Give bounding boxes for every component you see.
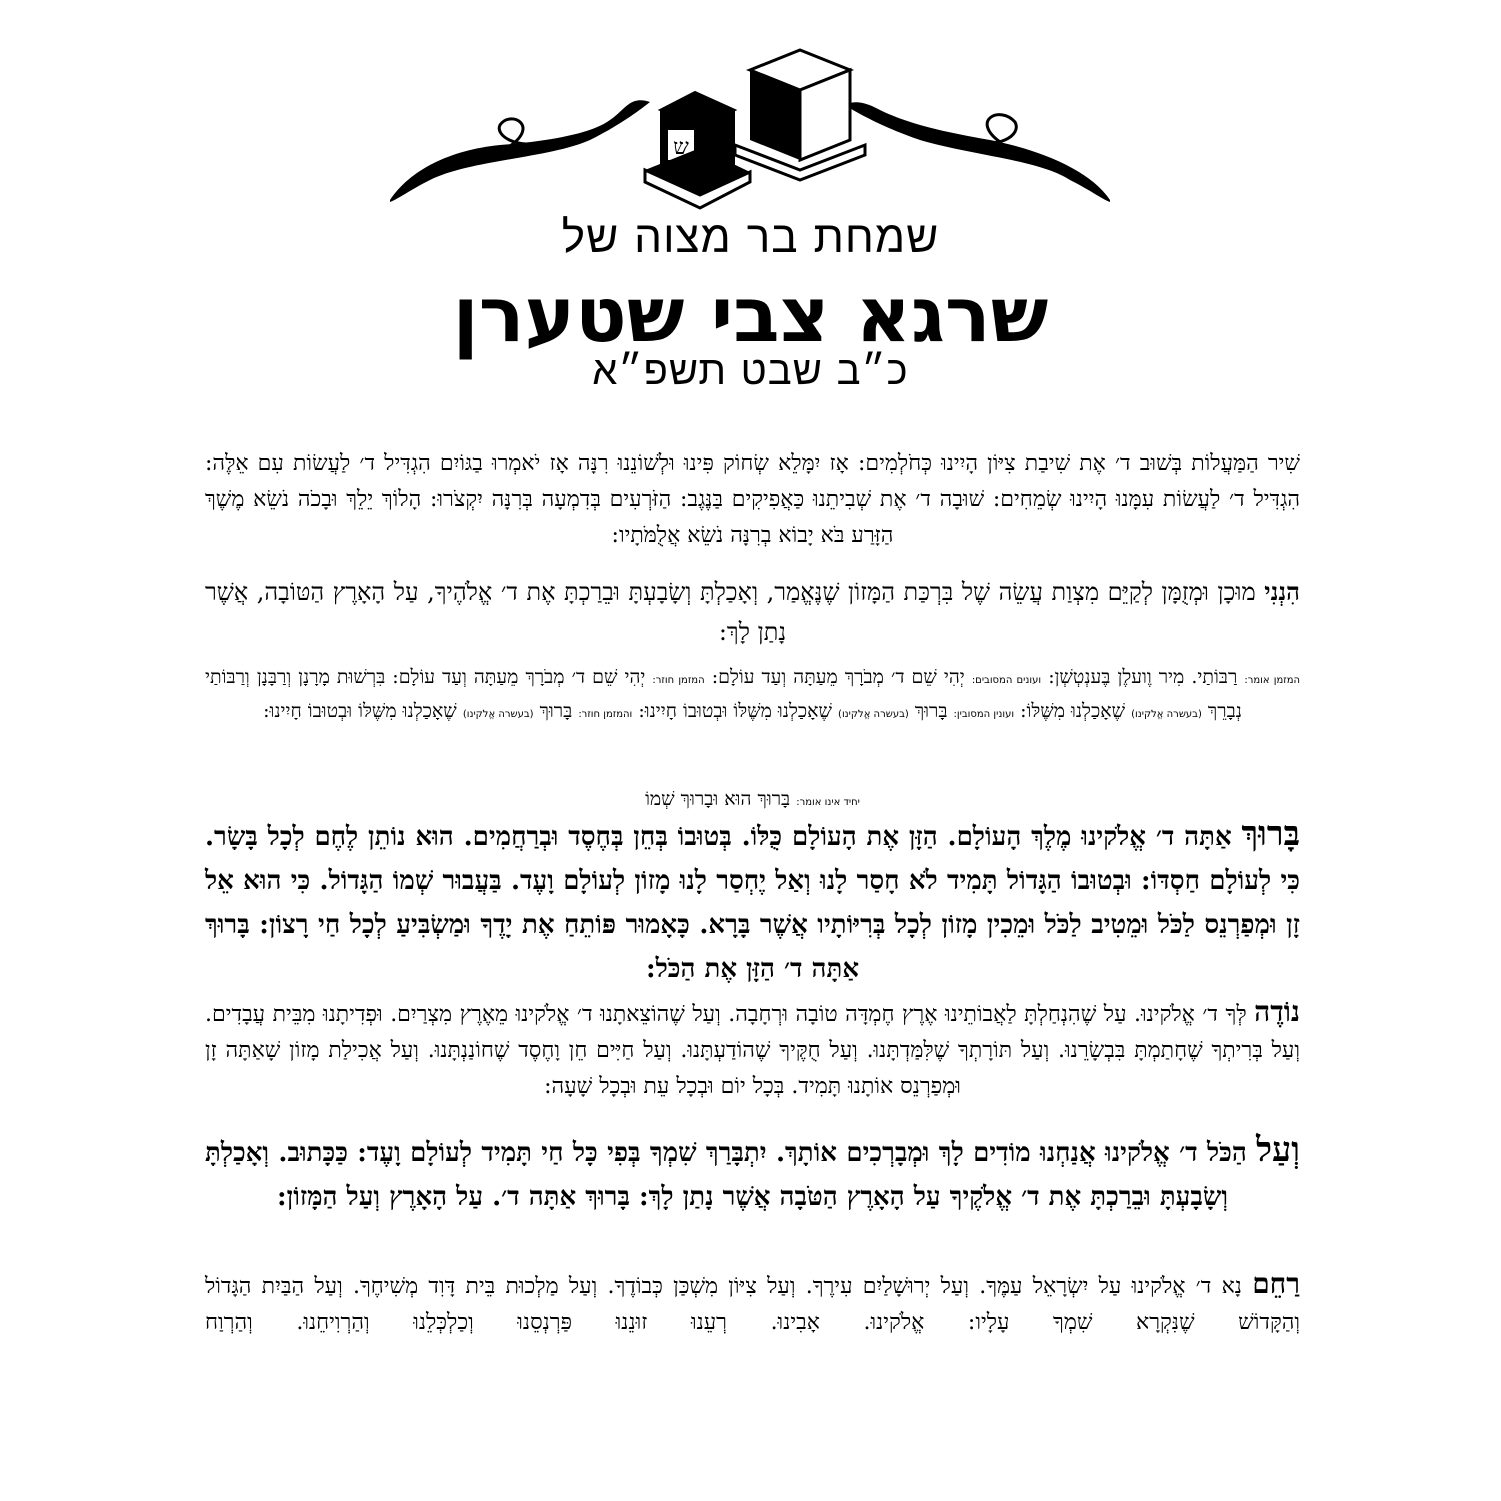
veal-paragraph: וְעַל הַכֹּל ד׳ אֱלֹקינוּ אֲנַחְנוּ מוֹדִים לָךְ וּמְבָרְכִים אוֹתָךְ. יִתְבָּרַךְ שִׁמְךָ בְּפִי כָּל חַי תָּמִיד לְעוֹלָם וָעֶד: כַּכָּתוּב. וְאָכַלְתָּ וְשָׂבָעְתָּ וּבֵרַכְתָּ אֶת ד׳ אֱלֹקֶיךָ עַל הָאָרֶץ הַטֹּבָה אֲשֶׁר נָתַן לָךְ: בָּרוּךְ אַתָּה ד׳. עַל הָאָרֶץ וְעַל הַמָּזוֹן:	[205, 1130, 1300, 1212]
tefillin-box-front	[645, 92, 750, 208]
header	[0, 0, 1501, 400]
bar-mitzvah-name: שרגא צבי שטערן	[452, 270, 1049, 359]
ribbon-right	[845, 102, 1110, 202]
ribbon-left	[390, 100, 650, 202]
ribbon-left-loop	[499, 119, 550, 146]
rachem-lead: רַחֵם	[1252, 1267, 1300, 1300]
subtitle: שמחת בר מצוה של	[561, 212, 940, 263]
shin-letter: ש	[673, 135, 689, 160]
hineni-paragraph: הִנְנִי מוּכָן וּמְזֻמָּן לְקַיֵּם מִצְוַת עֲשֵׂה שֶׁל בִּרְכַּת הַמָּזוֹן שֶׁנֶּאֱמַר, וְאָכַלְתָּ וְשָׂבָעְתָּ וּבֵרַכְתָּ אֶת ד׳ אֱלֹהֶיךָ, עַל הָאָרֶץ הַטּוֹבָה, אֲשֶׁר נָתַן לָךְ:	[205, 577, 1300, 646]
tefillin-ornament	[350, 30, 1150, 230]
tefillin-box-back	[735, 50, 865, 180]
event-date: כ״ב שבט תשפ״א	[592, 348, 909, 394]
nodeh-paragraph: נוֹדֶה לְּךָ ד׳ אֱלֹקינוּ. עַל שֶׁהִנְחַלְתָּ לַאֲבוֹתֵינוּ אֶרֶץ חֶמְדָּה טוֹבָה וּרְחָבָה. וְעַל שֶׁהוֹצֵאתָנוּ ד׳ אֱלֹקינוּ מֵאֶרֶץ מִצְרַיִם. וּפְדִיתָנוּ מִבֵּית עֲבָדִים. וְעַל בְּרִיתְךָ שֶׁחָתַמְתָּ בִּבְשָׂרֵנוּ. וְעַל תּוֹרָתְךָ שֶׁלִּמַּדְתָּנוּ. וְעַל חֻקֶּיךָ שֶׁהוֹדַעְתָּנוּ. וְעַל חַיִּים חֵן וָחֶסֶד שֶׁחוֹנַנְתָּנוּ. וְעַל אֲכִילַת מָזוֹן שָׁאַתָּה זָן וּמְפַרְנֵס אוֹתָנוּ תָּמִיד. בְּכָל יוֹם וּבְכָל עֵת וּבְכָל שָׁעָה:	[205, 995, 1300, 1099]
hazan-paragraph: בָּרוּךְ אַתָּה ד׳ אֱלֹקינוּ מֶלֶךְ הָעוֹלָם. הַזָּן אֶת הָעוֹלָם כֻּלּוֹ. בְּטוּבוֹ בְּחֵן בְּחֶסֶד וּבְרַחֲמִים. הוּא נוֹתֵן לֶחֶם לְכָל בָּשָׂר. כִּי לְעוֹלָם חַסְדּוֹ: וּבְטוּבוֹ הַגָּדוֹל תָּמִיד לֹא חָסַר לָנוּ וְאַל יֶחְסַר לָנוּ מָזוֹן לְעוֹלָם וָעֶד. בַּעֲבוּר שְׁמוֹ הַגָּדוֹל. כִּי הוּא אֵל זָן וּמְפַרְנֵס לַכֹּל וּמֵטִיב לַכֹּל וּמֵכִין מָזוֹן לְכָל בְּרִיּוֹתָיו אֲשֶׁר בָּרָא. כָּאָמוּר פּוֹתֵחַ אֶת יָדֶךָ וּמַשְׂבִּיעַ לְכָל חַי רָצוֹן: בָּרוּךְ אַתָּה ד׳ הַזָּן אֶת הַכֹּל:	[205, 814, 1300, 984]
hazan-lead: בָּרוּךְ	[1241, 814, 1300, 854]
nodeh-lead: נוֹדֶה	[1254, 995, 1300, 1028]
zimun-paragraph: המזמן אומר: רַבּוֹתַי. מִיר וֶועלֶן בֶּענְטְשְׁן: ועונים המסובים: יְהִי שֵׁם ד׳ מְבֹרָךְ מֵעַתָּה וְעַד עוֹלָם: המזמן חוזר: יְהִי שֵׁם ד׳ מְבֹרָךְ מֵעַתָּה וְעַד עוֹלָם: בִּרְשׁוּת מָרָנָן וְרַבָּנָן וְרַבּוֹתַי נְבָרֵךְ (בעשרה אֱלֹקינו) שֶׁאָכַלְנוּ מִשֶּׁלּוֹ: ועונין המסובין: בָּרוּךְ (בעשרה אֱלֹקינו) שֶׁאָכַלְנוּ מִשֶּׁלּוֹ וּבְטוּבוֹ חָיִינוּ: והמזמן חוזר: בָּרוּךְ (בעשרה אֱלֹקינו) שֶׁאָכַלְנוּ מִשֶּׁלּוֹ וּבְטוּבוֹ חָיִינוּ:	[205, 666, 1301, 722]
veal-lead: וְעַל	[1256, 1130, 1300, 1170]
hineni-lead: הִנְנִי	[1264, 577, 1300, 606]
shir-hamaalos: שִׁיר הַמַּעֲלוֹת בְּשׁוּב ד׳ אֶת שִׁיבַת צִיּוֹן הָיִינוּ כְּחֹלְמִים: אָז יִמָּלֵא שְׂחוֹק פִּינוּ וּלְשׁוֹנֵנוּ רִנָּה אָז יֹאמְרוּ בַגּוֹיִם הִגְדִּיל ד׳ לַעֲשׂוֹת עִם אֵלֶּה: הִגְדִּיל ד׳ לַעֲשׂוֹת עִמָּנוּ הָיִינוּ שְׂמֵחִים: שׁוּבָה ד׳ אֶת שְׁבִיתֵנוּ כַּאֲפִיקִים בַּנֶּגֶב: הַזֹּרְעִים בְּדִמְעָה בְּרִנָּה יִקְצֹרוּ: הָלוֹךְ יֵלֵךְ וּבָכֹה נֹשֵׂא מֶשֶׁךְ הַזָּרַע בֹּא יָבוֹא בְרִנָּה נֹשֵׂא אֲלֻמֹּתָיו:	[205, 451, 1300, 548]
yachid-line: יחיד אינו אומר: בָּרוּךְ הוּא וּבָרוּךְ שְׁמוֹ	[645, 788, 860, 810]
rachem-paragraph: רַחֵם נָא ד׳ אֱלֹקינוּ עַל יִשְׂרָאֵל עַמֶּךָ. וְעַל יְרוּשָׁלַיִם עִירֶךָ. וְעַל צִיּוֹן מִשְׁכַּן כְּבוֹדֶךָ. וְעַל מַלְכוּת בֵּית דָּוִד מְשִׁיחֶךָ. וְעַל הַבַּיִת הַגָּדוֹל וְהַקָּדוֹשׁ שֶׁנִּקְרָא שִׁמְךָ עָלָיו: אֱלֹקינוּ. אָבִינוּ. רְעֵנוּ זוּנֵנוּ פַּרְנְסֵנוּ וְכַלְכְּלֵנוּ וְהַרְוִיחֵנוּ. וְהַרְוַח	[205, 1267, 1300, 1335]
